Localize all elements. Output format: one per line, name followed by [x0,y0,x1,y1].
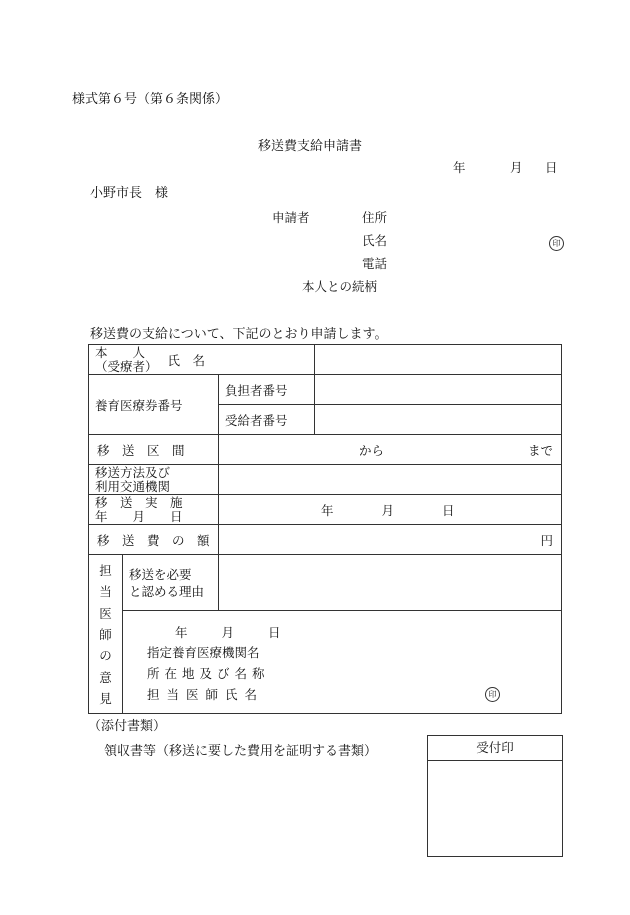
applicant-label: 申請者 [272,210,310,225]
transport-method-field[interactable] [219,465,562,495]
phone-label: 電話 [362,256,388,271]
date-year: 年 [453,160,466,175]
doctor-day: 日 [268,625,281,640]
doctor-opinion-char: 意 [99,669,112,685]
doctor-name-label: 担当医師氏名 [147,687,265,702]
date-month: 月 [510,160,523,175]
doctor-date [175,623,281,641]
form-title: 移送費支給申請書 [258,139,363,154]
transfer-section-label: 移 送 区 間 [89,435,219,465]
transport-method-label [89,465,219,495]
transfer-month: 月 [381,502,395,518]
name-label: 氏名 [362,233,388,248]
transfer-section-field[interactable] [219,435,562,465]
row-transfer-date [89,495,562,525]
applicant-seal [549,231,564,251]
location-name-label: 所在地及び名称 [147,666,270,681]
reason-line1: 移送を必要 [129,566,192,582]
patient-name-field[interactable] [315,345,562,375]
doctor-month: 月 [221,625,235,640]
doctor-year: 年 [175,625,188,640]
reason-line2: と認める理由 [129,583,205,599]
row-doctor-info [89,611,562,714]
doctor-info-field[interactable] [123,611,562,714]
institution-name-label: 指定養育医療機関名 [147,645,260,660]
to-label: まで [528,442,554,458]
doctor-opinion-char: 師 [99,626,112,642]
patient-name-suffix: 氏 名 [167,352,206,368]
relation-label: 本人との続柄 [302,279,378,294]
patient-label-line1: 本 人 [95,344,146,360]
row-payer-number [89,375,562,405]
row-patient-name [89,345,562,375]
certificate-label: 養育医療券番号 [89,375,219,435]
reason-label [123,555,219,611]
recipient-number-label: 受給者番号 [219,405,315,435]
doctor-opinion-char: 当 [99,584,112,600]
form-number: 様式第６号（第６条関係） [72,92,229,107]
yen-label: 円 [540,532,554,548]
doctor-seal [485,685,500,702]
row-transfer-section [89,435,562,465]
attachments-item: 領収書等（移送に要した費用を証明する書類） [104,744,378,759]
date-day: 日 [545,160,558,175]
receipt-stamp-box [427,735,563,857]
transfer-date-field[interactable] [219,495,562,525]
address-label: 住所 [362,210,388,225]
row-amount [89,525,562,555]
attachments-label: （添付書類） [88,719,167,734]
date-label-line1: 移 送 実 施 [95,494,183,510]
from-label: から [359,442,385,458]
patient-label-line2: （受療者） [95,358,158,374]
payer-number-field[interactable] [315,375,562,405]
doctor-opinion-char: 担 [99,562,112,578]
transfer-year: 年 [321,502,334,518]
transfer-date-label [89,495,219,525]
row-reason [89,555,562,611]
date-label-line2: 年 月 日 [95,508,183,524]
doctor-opinion-char: 医 [99,605,112,621]
amount-label: 移 送 費 の 額 [89,525,219,555]
payer-number-label: 負担者番号 [219,375,315,405]
reason-field[interactable] [219,555,562,611]
recipient-number-field[interactable] [315,405,562,435]
amount-field[interactable] [219,525,562,555]
seal-icon: 印 [549,236,564,251]
addressee: 小野市長 様 [90,186,169,201]
doctor-opinion-char: 見 [99,691,112,707]
doctor-opinion-char: の [99,648,112,664]
method-line1: 移送方法及び [95,464,171,480]
transfer-day: 日 [442,502,455,518]
receipt-stamp-label: 受付印 [428,736,562,761]
seal-icon: 印 [485,687,500,702]
doctor-opinion-vertical-label [89,555,123,714]
method-line2: 利用交通機関 [95,478,171,494]
application-table [88,344,562,714]
patient-name-label-cell [89,345,315,375]
intro-text: 移送費の支給について、下記のとおり申請します。 [90,327,388,342]
row-transport-method [89,465,562,495]
